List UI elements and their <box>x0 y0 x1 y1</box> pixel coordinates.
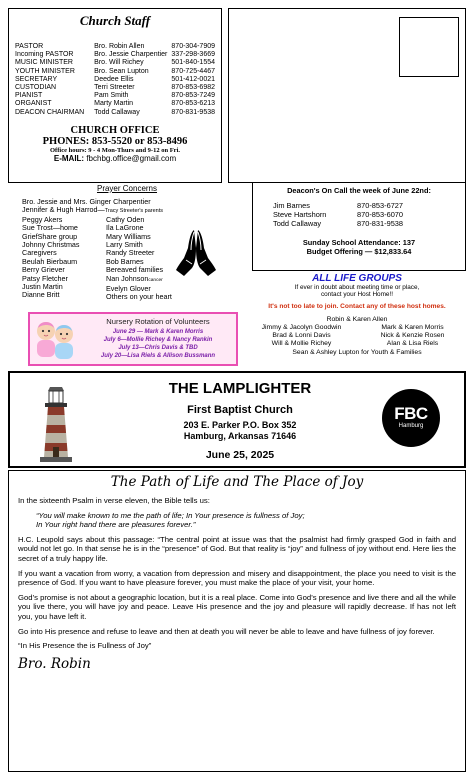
host-pair-row <box>246 332 468 340</box>
logo-text: FBC <box>394 404 428 423</box>
deacon-title: Deacon's On Call the week of June 22nd: <box>287 186 431 195</box>
staff-phone: 501-412-0021 <box>171 75 215 83</box>
staff-role: MUSIC MINISTER <box>15 59 73 67</box>
street-address: 203 E. Parker P.O. Box 352 <box>183 420 297 430</box>
prayer-item-text: GriefShare group <box>22 231 78 241</box>
staff-role: ORGANIST <box>15 100 52 108</box>
prayer-item-text: Berry Griever <box>22 265 65 275</box>
deacon-phone: 870-853-6070 <box>357 210 404 220</box>
groups-join-note: It's not too late to join. Contact any of these host homes. <box>268 302 446 310</box>
issue-date: June 25, 2025 <box>205 449 275 461</box>
staff-row <box>15 92 215 100</box>
prayer-item-text: Others on your heart <box>106 292 172 302</box>
host-home-1: Robin & Karen Allen <box>326 315 388 323</box>
prayer-column-1 <box>22 216 106 302</box>
deacon-name: Steve Hartshorn <box>273 210 327 220</box>
deacon-on-call-box <box>252 182 466 271</box>
prayer-item-text: Bob Barnes <box>106 256 144 266</box>
staff-name: Bro. Sean Lupton <box>94 67 149 75</box>
host-home: Alan & Lisa Riels <box>386 340 439 348</box>
newsletter-banner <box>8 371 466 468</box>
prayer-item-text: Beulah Bierbaum <box>22 256 78 266</box>
prayer-item-text: Ila LaGrone <box>106 223 144 233</box>
prayer-item-text: Caregivers <box>22 248 57 258</box>
host-pair-row <box>246 340 468 348</box>
prayer-item-text: Peggy Akers <box>22 214 63 224</box>
email-address[interactable]: fbchbg.office@gmail.com <box>86 153 177 163</box>
newsletter-title: THE LAMPLIGHTER <box>168 380 312 397</box>
attendance: Sunday School Attendance: 137 <box>302 237 416 247</box>
host-home: Nick & Kenzie Rosen <box>380 332 445 340</box>
prayer-line-2-note: Tracy Streeter's parents <box>104 208 164 215</box>
staff-row <box>15 76 215 84</box>
staff-role: SECRETARY <box>15 75 58 83</box>
staff-phone: 870-853-6213 <box>171 100 215 108</box>
nursery-title: Nursery Rotation of Volunteers <box>106 317 210 326</box>
email-label: E-MAIL: <box>53 153 85 163</box>
staff-role: Incoming PASTOR <box>15 51 74 59</box>
prayer-title: Prayer Concerns <box>96 184 158 193</box>
church-name: First Baptist Church <box>187 404 293 416</box>
article-title: The Path of Life and The Place of Joy <box>110 474 364 490</box>
staff-list <box>15 43 215 117</box>
prayer-item <box>22 291 106 299</box>
prayer-item-text: Patsy Fletcher <box>22 273 68 283</box>
mailing-label-area <box>228 8 466 183</box>
groups-title: ALL LIFE GROUPS <box>312 273 402 284</box>
staff-row <box>15 51 215 59</box>
prayer-item <box>106 293 232 301</box>
prayer-item-text: Justin Martin <box>22 282 63 292</box>
prayer-item-text: Johnny Christmas <box>22 240 80 250</box>
host-home-youth: Sean & Ashley Lupton for Youth & Families <box>292 348 422 356</box>
deacon-row <box>263 210 455 219</box>
host-home: Will & Mollie Richey <box>271 340 332 348</box>
staff-row <box>15 68 215 76</box>
staff-row <box>15 84 215 92</box>
staff-phone: 501-840-1554 <box>171 59 215 67</box>
staff-phone: 870-725-4467 <box>171 67 215 75</box>
staff-row <box>15 59 215 67</box>
staff-phone: 870-853-6982 <box>171 84 215 92</box>
staff-phone: 870-831-9538 <box>171 108 215 116</box>
budget-offering: Budget Offering — $12,833.64 <box>306 246 412 256</box>
staff-name: Bro. Will Richey <box>94 59 144 67</box>
staff-name: Deedee Ellis <box>94 75 134 83</box>
deacon-phone: 870-831-9538 <box>357 219 404 229</box>
article-intro: In the sixteenth Psalm in verse eleven, the Bible tells us: <box>18 496 210 505</box>
praying-hands-icon <box>172 226 220 278</box>
staff-name: Terri Streeter <box>94 84 135 92</box>
deacon-list <box>263 201 455 229</box>
host-home: Mark & Karen Morris <box>381 324 444 332</box>
scripture-line-2: In Your right hand there are pleasures forever.” <box>36 520 196 530</box>
groups-sub-1: If ever in doubt about meeting time or place, <box>294 284 420 291</box>
nursery-rotation-box <box>28 312 238 366</box>
prayer-item-text: Randy Streeter <box>106 248 155 258</box>
nursery-row: June 29 — Mark & Karen Morris <box>112 329 204 335</box>
staff-name: Marty Martin <box>94 100 134 108</box>
host-home: Jimmy & Jacolyn Goodwin <box>261 324 342 332</box>
article-paragraph: God’s promise is not about a geographic location, but it is a real place. Come into God’s presence and live there and all the while you live there, you will have joy and peace. Leave His presence and the joy and pleasure will rapidly decrease. If has not left you, you have left it. <box>18 592 456 621</box>
staff-phone: 870-304-7909 <box>171 43 215 50</box>
staff-role: YOUTH MINISTER <box>15 67 75 75</box>
article-paragraph: If you want a vacation from worry, a vacation from depression and misery and disappointment, the place you need to visit is the presence of God. If you want to have pleasure forever, you must make the place of your visit, your home. <box>18 568 456 588</box>
nursery-row: July 6—Mollie Richey & Nancy Rankin <box>103 337 213 343</box>
city-state-zip: Hamburg, Arkansas 71646 <box>183 431 297 441</box>
staff-role: PIANIST <box>15 92 43 100</box>
staff-name: Todd Callaway <box>94 108 140 116</box>
host-home: Brad & Lonni Davis <box>272 332 331 340</box>
deacon-row <box>263 219 455 228</box>
staff-row <box>15 43 215 51</box>
prayer-item-text: Dianne Britt <box>22 290 60 300</box>
office-title: CHURCH OFFICE <box>70 124 160 136</box>
office-phones: PHONES: 853-5520 or 853-8496 <box>42 135 188 147</box>
office-email <box>15 154 215 163</box>
article-paragraph: Go into His presence and refuse to leave and then at death you will never be able to leave and have fullness of joy forever. <box>18 626 435 636</box>
host-pair-row <box>246 324 468 332</box>
staff-row <box>15 100 215 108</box>
church-address <box>130 420 350 442</box>
article-signature: Bro. Robin <box>18 655 91 672</box>
groups-sub-2: contact your Host Home!! <box>320 291 394 299</box>
life-groups <box>246 270 468 370</box>
staff-name: Bro. Jessie Charpentier <box>94 51 168 59</box>
article-closing: “In His Presence the is Fullness of Joy” <box>18 641 152 651</box>
nursery-row: July 20—Lisa Riels & Allison Bussmann <box>100 353 216 359</box>
article-paragraph: H.C. Leupold says about this passage: “The central point at issue was that the psalmist had firmly grasped God in faith and would not let go. In that sense he is in the “presence” of God. But that reality is “joy” and fullness of joy without end. Here lies the secret of a truly happy life. <box>18 534 456 563</box>
staff-role: PASTOR <box>15 43 44 50</box>
lighthouse-illustration <box>36 385 76 463</box>
staff-phone: 337-298-3669 <box>171 51 215 59</box>
prayer-item-text: Evelyn Glover <box>106 284 151 294</box>
scripture-quote <box>18 511 456 530</box>
staff-row <box>15 109 215 117</box>
nursery-row: July 13—Chris Davis & TBD <box>118 345 198 351</box>
office-hours: Office hours: 9 - 4 Mon-Thurs and 9-12 on Fri. <box>50 146 180 154</box>
staff-name: Bro. Robin Allen <box>94 43 145 50</box>
prayer-item-text: Mary Williams <box>106 231 151 241</box>
deacon-phone: 870-853-6727 <box>357 201 404 210</box>
prayer-line-1: Bro. Jessie and Mrs. Ginger Charpentier <box>22 197 151 206</box>
church-staff-box <box>8 8 222 183</box>
stamp-box <box>399 17 459 77</box>
staff-title: Church Staff <box>79 13 151 28</box>
prayer-item-text: Bereaved families <box>106 265 164 275</box>
logo-subtext: Hamburg <box>398 423 424 429</box>
host-home-pairs <box>246 324 468 349</box>
fbc-logo <box>382 389 440 447</box>
staff-role: DEACON CHAIRMAN <box>15 108 85 116</box>
staff-phone: 870-853-7249 <box>171 92 215 100</box>
pastor-article <box>8 470 466 772</box>
staff-name: Pam Smith <box>94 92 129 100</box>
deacon-row <box>263 201 455 210</box>
babies-illustration <box>33 317 77 361</box>
scripture-line-1: “You will make known to me the path of life; In Your presence is fullness of Joy; <box>36 510 305 520</box>
prayer-item-text: Nan Johnson <box>106 273 149 283</box>
prayer-item-text: Sue Trost—home <box>22 223 78 233</box>
prayer-line-2-main: Jennifer & Hugh Harrod— <box>22 205 105 215</box>
prayer-item-text: Cathy Oden <box>106 214 145 224</box>
deacon-name: Jim Barnes <box>273 201 310 210</box>
staff-role: CUSTODIAN <box>15 84 57 92</box>
prayer-item-note: cancer <box>148 277 163 283</box>
prayer-item-text: Larry Smith <box>106 240 143 250</box>
deacon-name: Todd Callaway <box>273 219 322 229</box>
